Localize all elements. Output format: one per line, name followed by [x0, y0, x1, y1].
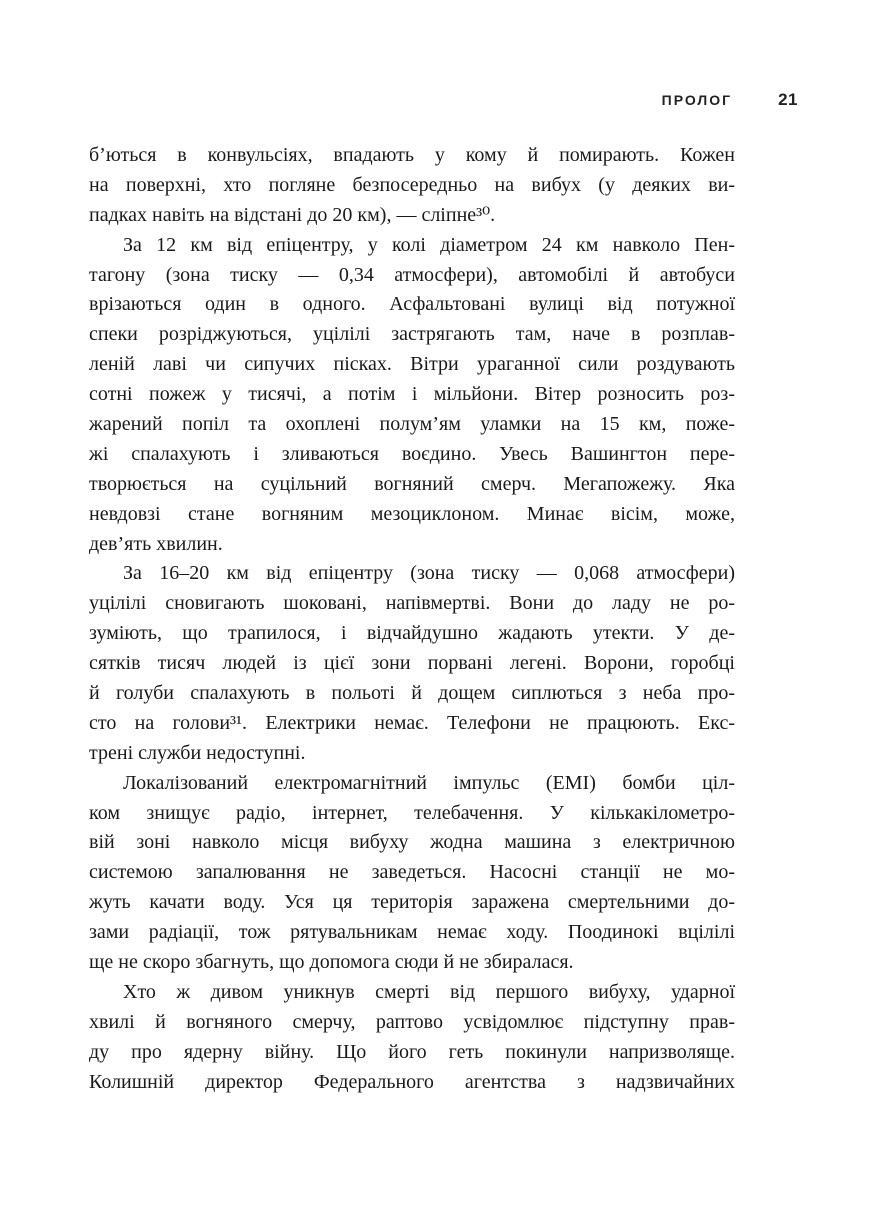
text-line: сотні пожеж у тисячі, а потім і мільйони. Вітер розносить роз-	[89, 383, 735, 406]
text-line: системою запалювання не заведеться. Насосні станції не мо-	[89, 861, 735, 884]
text-line: ще не скоро збагнуть, що допомога сюди й не збиралася.	[89, 951, 574, 974]
text-line: жарений попіл та охоплені полум’ям уламки на 15 км, поже-	[89, 413, 735, 436]
text-line: сто на голови³¹. Електрики немає. Телефони не працюють. Екс-	[89, 711, 735, 734]
text-line: За 16–20 км від епіцентру (зона тиску — 0,068 атмосфери)	[123, 562, 735, 585]
text-line: врізаються один в одного. Асфальтовані вулиці від потужної	[89, 293, 735, 316]
text-line: хвилі й вогняного смерчу, раптово усвідомлює підступну прав-	[89, 1010, 735, 1033]
text-line: б’ються в конвульсіях, впадають у кому й помирають. Кожен	[89, 144, 735, 166]
text-line: творюється на суцільний вогняний смерч. Мегапожежу. Яка	[89, 472, 735, 495]
text-line: невдовзі стане вогняним мезоциклоном. Минає вісім, може,	[89, 502, 735, 525]
text-line: вій зоні навколо місця вибуху жодна машина з електричною	[89, 831, 735, 854]
text-line: зуміють, що трапилося, і відчайдушно жадають утекти. У де-	[89, 622, 735, 645]
running-header-section-title: ПРОЛОГ	[661, 92, 733, 108]
text-line: леній лаві чи сипучих пісках. Вітри ураганної сили роздувають	[89, 353, 735, 376]
page-number: 21	[778, 90, 798, 109]
text-line: Хто ж дивом уникнув смерті від першого вибуху, ударної	[123, 980, 735, 1003]
text-line: падках навіть на відстані до 20 км), — сліпне³⁰.	[89, 203, 496, 226]
page-body	[89, 141, 735, 1098]
text-line: жуть качати воду. Уся ця територія заражена смертельними до-	[89, 891, 735, 914]
text-line: дев’ять хвилин.	[89, 532, 223, 555]
text-line: ком знищує радіо, інтернет, телебачення. У кількакілометро-	[89, 801, 735, 824]
text-line: спеки розріджуються, уцілілі застрягають там, наче в розплав-	[89, 323, 735, 346]
text-line: зами радіації, тож рятувальникам немає ходу. Поодинокі вцілілі	[89, 921, 735, 944]
text-line: на поверхні, хто погляне безпосередньо на вибух (у деяких ви-	[89, 173, 735, 196]
text-line: Колишній директор Федерального агентства з надзвичайних	[89, 1070, 735, 1093]
text-line: сятків тисяч людей із цієї зони порвані легені. Ворони, горобці	[89, 652, 735, 675]
text-line: ду про ядерну війну. Що його геть покинули напризволяще.	[89, 1040, 735, 1063]
text-line: жі спалахують і зливаються воєдино. Увесь Вашингтон пере-	[89, 442, 735, 465]
text-line: уцілілі сновигають шоковані, напівмертві. Вони до ладу не ро-	[89, 592, 735, 615]
text-line: й голуби спалахують в польоті й дощем сиплються з неба про-	[89, 682, 735, 705]
running-header	[0, 90, 798, 110]
text-line: тагону (зона тиску — 0,34 атмосфери), автомобілі й автобуси	[89, 263, 735, 286]
text-line: трені служби недоступні.	[89, 741, 306, 764]
text-line: За 12 км від епіцентру, у колі діаметром 24 км навколо Пен-	[123, 233, 735, 256]
text-line: Локалізований електромагнітний імпульс (ЕМІ) бомби ціл-	[123, 771, 735, 794]
